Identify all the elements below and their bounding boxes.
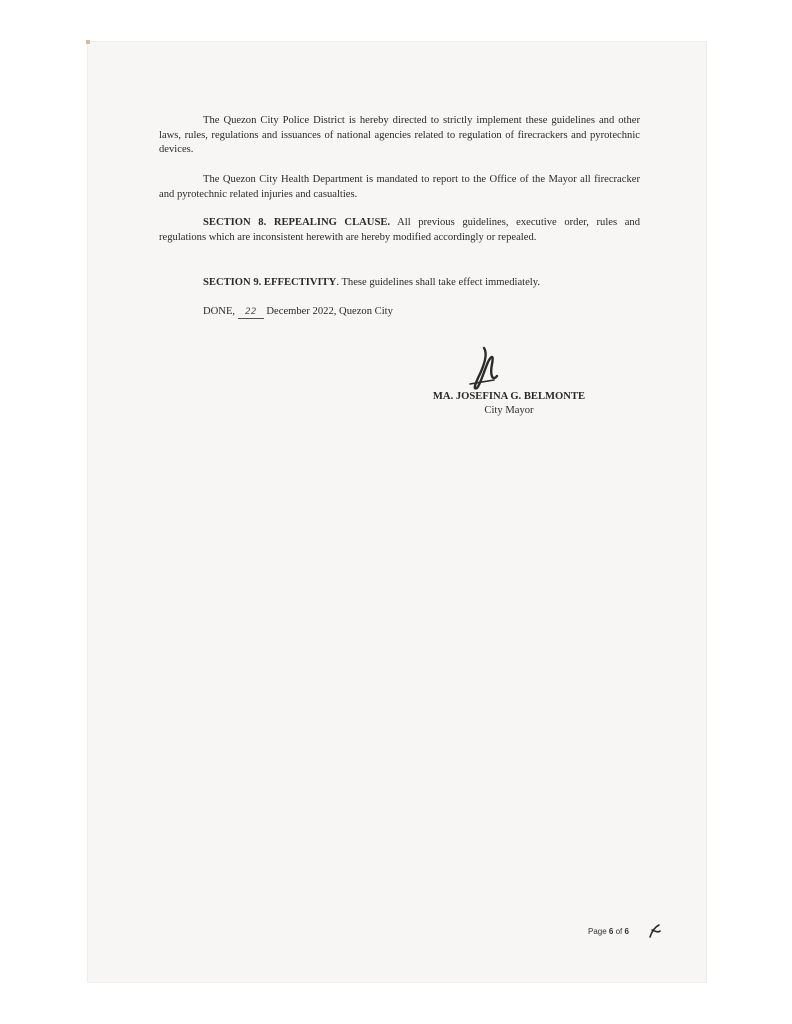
paragraph-health-directive: The Quezon City Health Department is mandated to report to the Office of the Mayor all firecracker and pyrotechnic related injuries and casualties. [159, 174, 640, 200]
signatory-name: MA. JOSEFINA G. BELMONTE [432, 391, 586, 402]
paragraph-police-directive: The Quezon City Police District is hereby directed to strictly implement these guidelines and other laws, rules, regulations and issuances of national agencies related to regulation of firecrackers and pyrotechnic devices. [159, 115, 640, 156]
done-line [203, 305, 393, 320]
done-suffix: December 2022, Quezon City [266, 306, 393, 317]
page-total: 6 [624, 927, 629, 936]
done-prefix: DONE, [203, 306, 236, 317]
done-day: 22 [238, 307, 264, 319]
section-8-repealing-clause [159, 216, 640, 245]
page-number: Page 6 of 6 [588, 927, 629, 936]
signatory-title: City Mayor [484, 405, 534, 416]
section-9-effectivity [203, 276, 540, 291]
mayor-signature [464, 344, 508, 392]
initials-mark [647, 921, 663, 939]
section-8-text: All previous guidelines, executive order, rules and regulations which are inconsistent herewith are hereby modified accordingly or repealed. [159, 217, 640, 243]
page-current: 6 [608, 927, 614, 936]
corner-mark [86, 40, 90, 44]
section-8-heading: SECTION 8. REPEALING CLAUSE. [203, 217, 391, 228]
section-9-heading: SECTION 9. EFFECTIVITY [203, 277, 337, 288]
section-9-text: . These guidelines shall take effect immediately. [336, 277, 541, 288]
